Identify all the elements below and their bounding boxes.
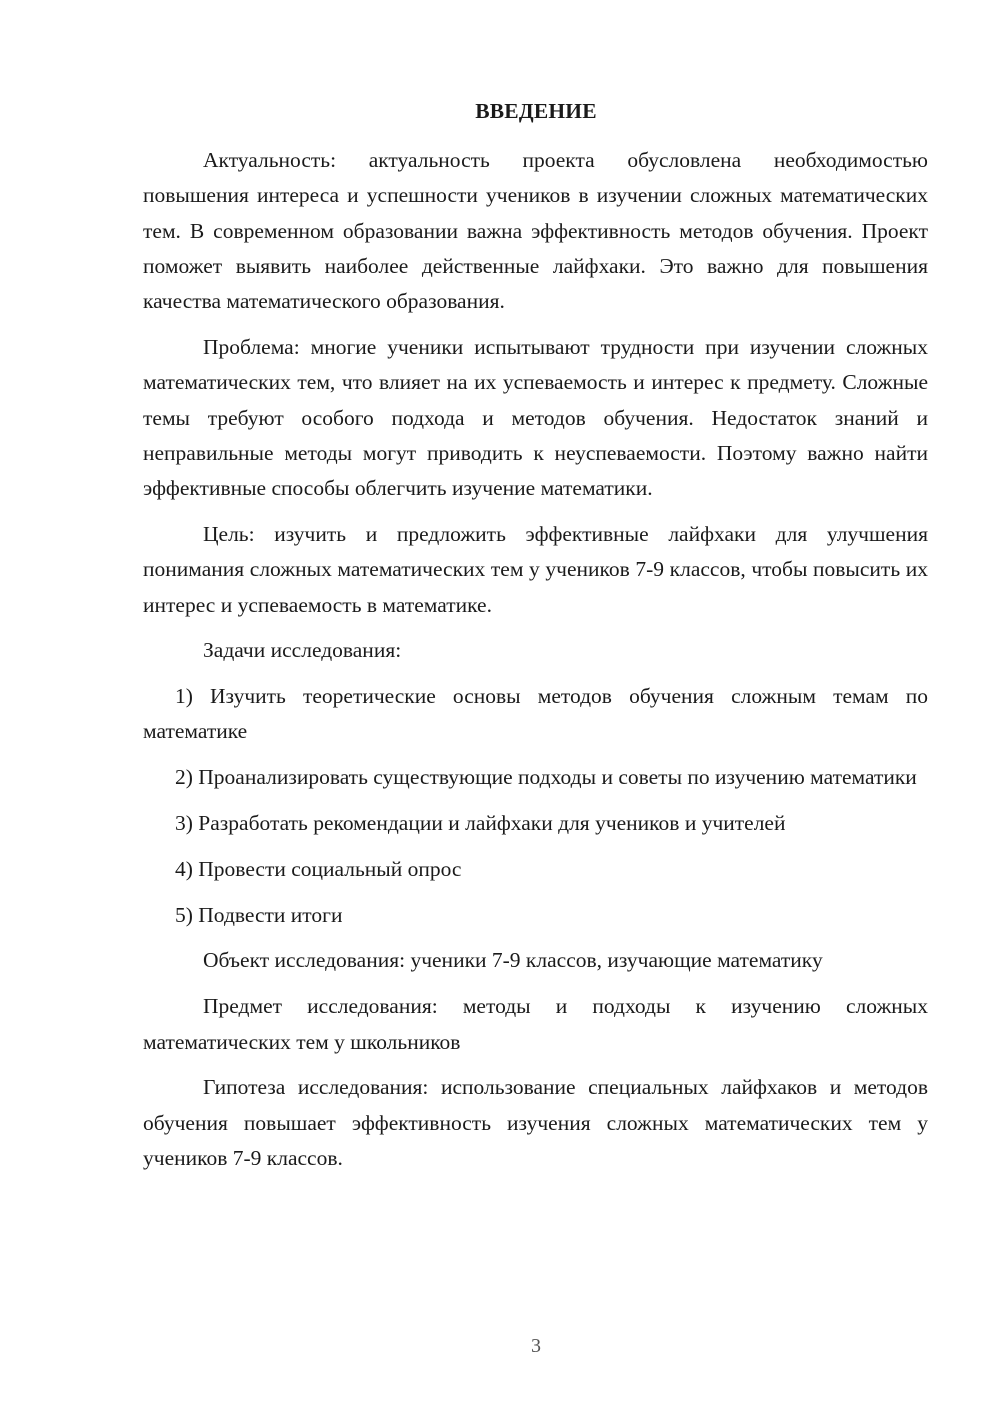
tasks-heading: Задачи исследования: xyxy=(203,638,402,663)
subject-paragraph: Предмет исследования: методы и подходы к изучению сложных математических тем у школьников xyxy=(143,994,928,1054)
problem-paragraph: Проблема: многие ученики испытывают трудности при изучении сложных математических тем, что влияет на их успеваемость и интерес к предмету. Сложные темы требуют особого подхода и методов обучения. Недостаток знаний и неправильные методы могут приводить к неуспеваемости. Поэтому важно найти эффективные способы облегчить изучение математики. xyxy=(143,334,928,501)
task-item: 3) Разработать рекомендации и лайфхаки для учеников и учителей xyxy=(175,811,786,836)
page-number: 3 xyxy=(531,1335,541,1357)
goal-paragraph: Цель: изучить и предложить эффективные лайфхаки для улучшения понимания сложных математических тем у учеников 7-9 классов, чтобы повысить их интерес и успеваемость в математике. xyxy=(143,521,928,617)
document-body xyxy=(143,143,928,1187)
relevance-paragraph: Актуальность: актуальность проекта обусловлена необходимостью повышения интереса и успешности учеников в изучении сложных математических тем. В современном образовании важна эффективность методов обучения. Проект поможет выявить наиболее действенные лайфхаки. Это важно для повышения качества математического образования. xyxy=(143,148,928,314)
page-title: ВВЕДЕНИЕ xyxy=(475,99,597,123)
object-paragraph: Объект исследования: ученики 7-9 классов, изучающие математику xyxy=(203,948,823,973)
task-item: 5) Подвести итоги xyxy=(175,902,343,927)
task-item: 2) Проанализировать существующие подходы и советы по изучению математики xyxy=(175,765,917,790)
hypothesis-paragraph: Гипотеза исследования: использование специальных лайфхаков и методов обучения повышает эффективность изучения сложных математических тем у учеников 7-9 классов. xyxy=(143,1075,928,1170)
task-item: 4) Провести социальный опрос xyxy=(175,856,462,881)
task-item: 1) Изучить теоретические основы методов обучения сложным темам по математике xyxy=(143,684,928,744)
